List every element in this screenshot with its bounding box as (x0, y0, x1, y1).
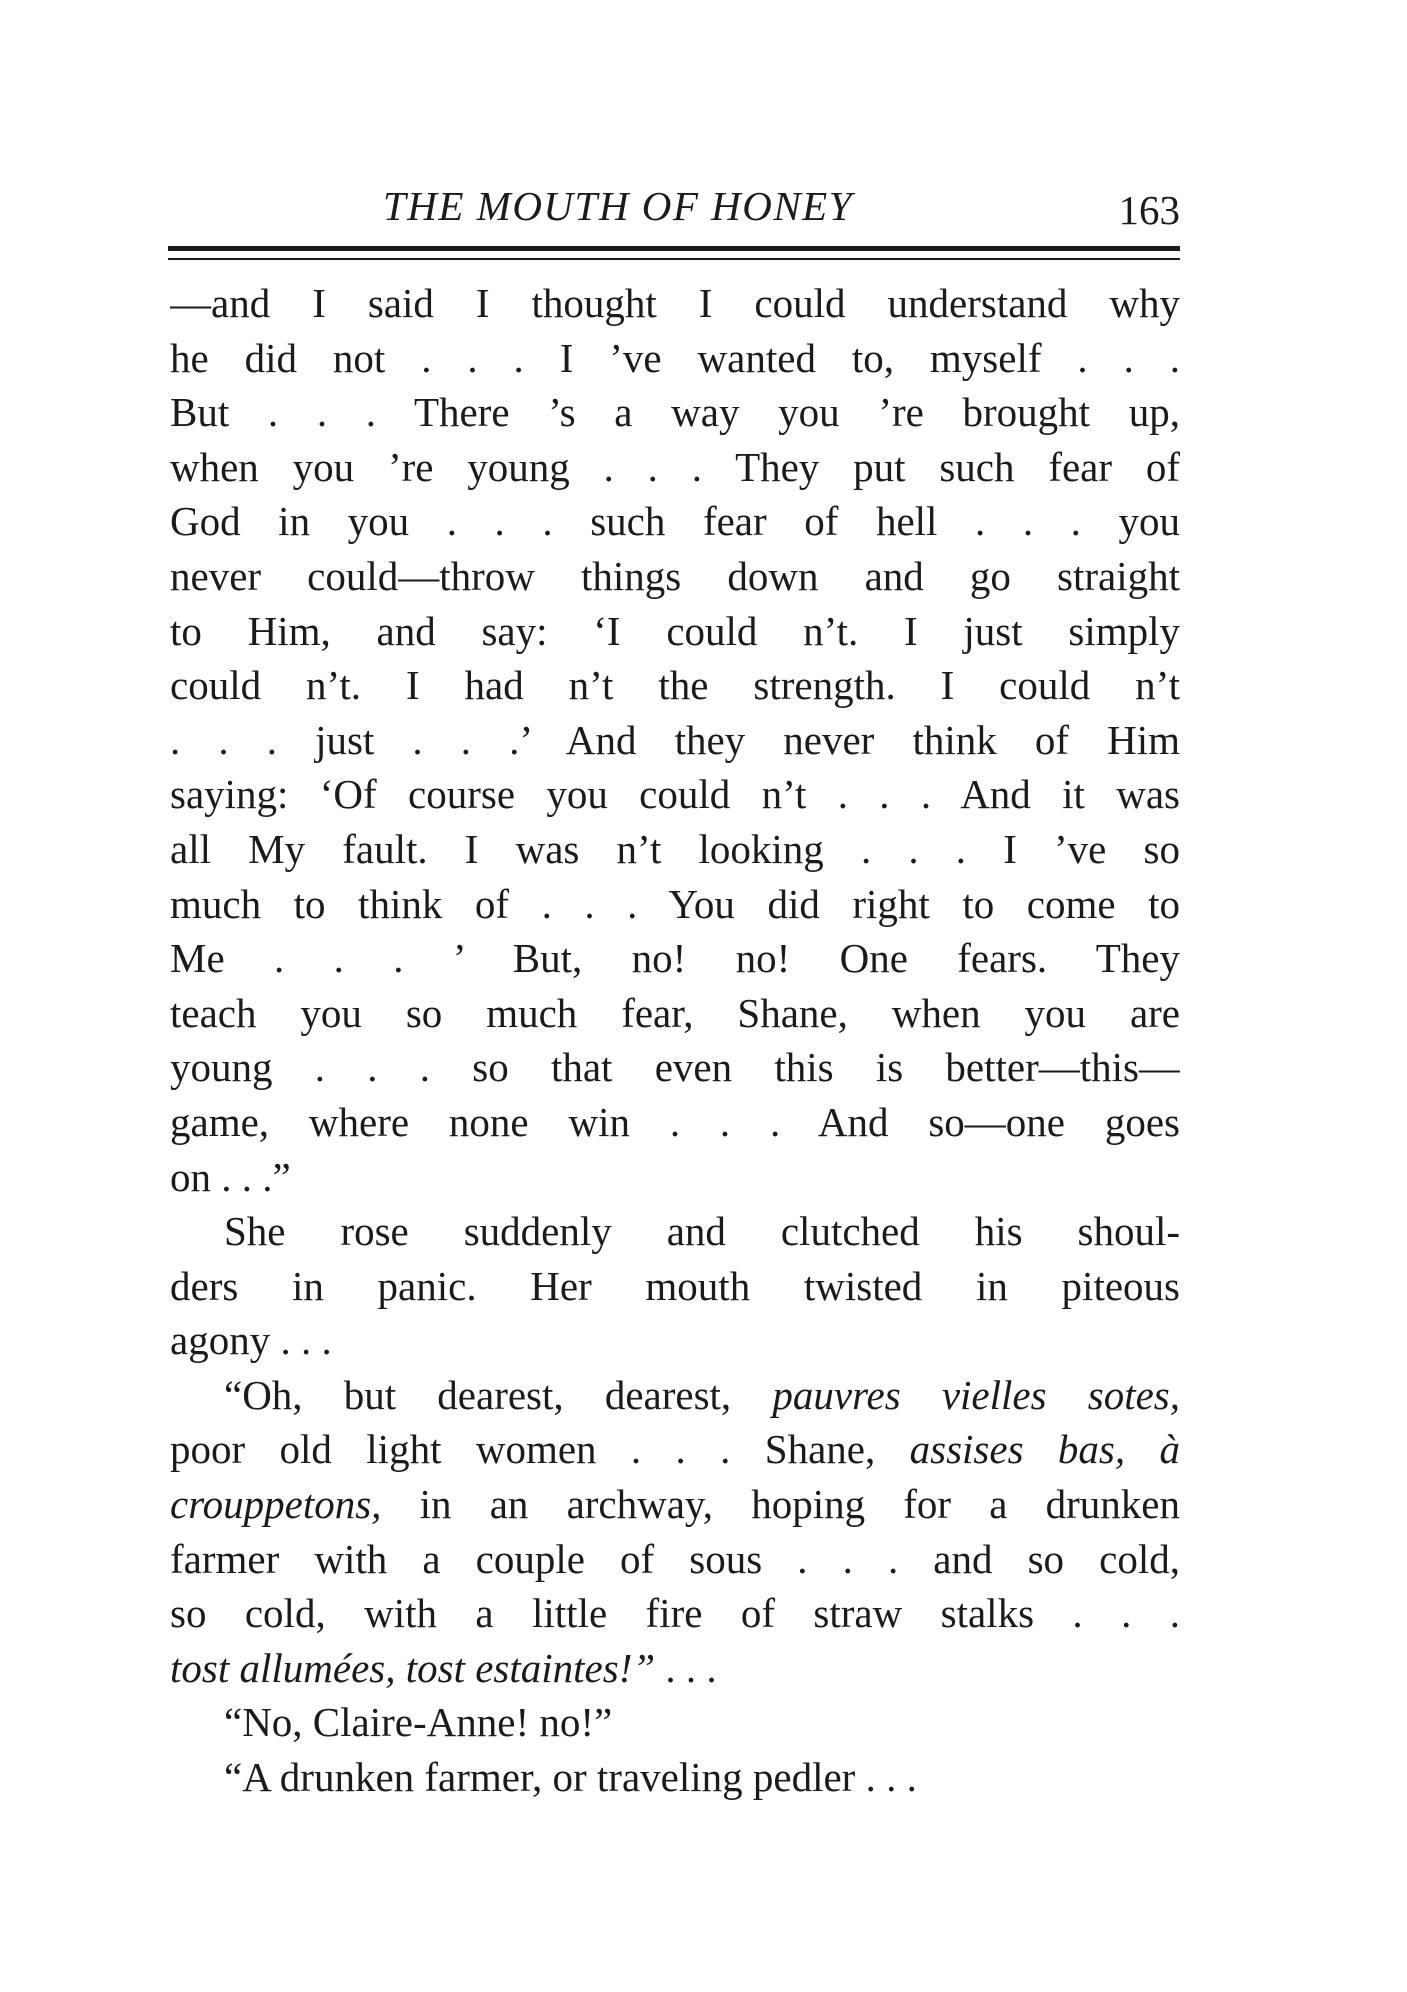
header-rule-thick (168, 246, 1180, 251)
text-line: when you ’re young . . . They put such fear of (170, 443, 1180, 490)
text-line: . . . just . . .’ And they never think of Him (170, 716, 1180, 763)
text-line (170, 1422, 1180, 1477)
body-text (170, 276, 1180, 1805)
text-segment: in an archway, hoping for a drunken (381, 1481, 1180, 1528)
italic-phrase: crouppetons, (170, 1481, 382, 1528)
page-header (168, 178, 1180, 238)
text-segment: . . . (655, 1644, 717, 1691)
text-line: ders in panic. Her mouth twisted in piteous (170, 1262, 1180, 1309)
text-line: on . . .” (170, 1153, 291, 1200)
text-line: he did not . . . I ’ve wanted to, myself . . . (170, 334, 1180, 381)
text-line: Me . . . ’ But, no! no! One fears. They (170, 935, 1180, 982)
text-line: —and I said I thought I could understand why (170, 280, 1180, 326)
italic-phrase: tost allumées, tost estaintes!” (170, 1644, 656, 1691)
text-line: “A drunken farmer, or traveling pedler . . . (224, 1754, 917, 1801)
text-segment: poor old light women . . . Shane, (170, 1426, 910, 1473)
text-segment: “Oh, but dearest, dearest, (224, 1371, 773, 1418)
text-line: She rose suddenly and clutched his shoul- (224, 1208, 1180, 1255)
text-line: much to think of . . . You did right to come to (170, 880, 1180, 927)
text-line: never could—throw things down and go straight (170, 552, 1180, 599)
text-line (170, 1641, 1180, 1696)
text-line (170, 1477, 1180, 1532)
text-line: game, where none win . . . And so—one goes (170, 1098, 1180, 1145)
text-line: to Him, and say: ‘I could n’t. I just simply (170, 607, 1180, 654)
italic-phrase: pauvres vielles sotes, (772, 1371, 1180, 1418)
text-line: But . . . There ’s a way you ’re brought up, (170, 389, 1180, 436)
text-line (170, 1368, 1180, 1423)
running-title: THE MOUTH OF HONEY (382, 183, 854, 229)
text-line: all My fault. I was n’t looking . . . I ’ve so (170, 825, 1180, 872)
text-line: could n’t. I had n’t the strength. I could n’t (170, 662, 1180, 709)
text-line: young . . . so that even this is better—this— (170, 1044, 1180, 1091)
text-line: saying: ‘Of course you could n’t . . . And it was (170, 771, 1180, 818)
text-line: agony . . . (170, 1317, 332, 1364)
text-line: so cold, with a little fire of straw stalks . . . (170, 1590, 1180, 1637)
header-rule-thin (168, 258, 1180, 260)
text-line: “No, Claire-Anne! no!” (224, 1699, 613, 1746)
text-line: teach you so much fear, Shane, when you are (170, 989, 1180, 1036)
text-line: farmer with a couple of sous . . . and so cold, (170, 1535, 1180, 1582)
page-number: 163 (1118, 187, 1180, 233)
text-line: God in you . . . such fear of hell . . . you (170, 498, 1180, 545)
italic-phrase: assises bas, à (909, 1426, 1180, 1473)
